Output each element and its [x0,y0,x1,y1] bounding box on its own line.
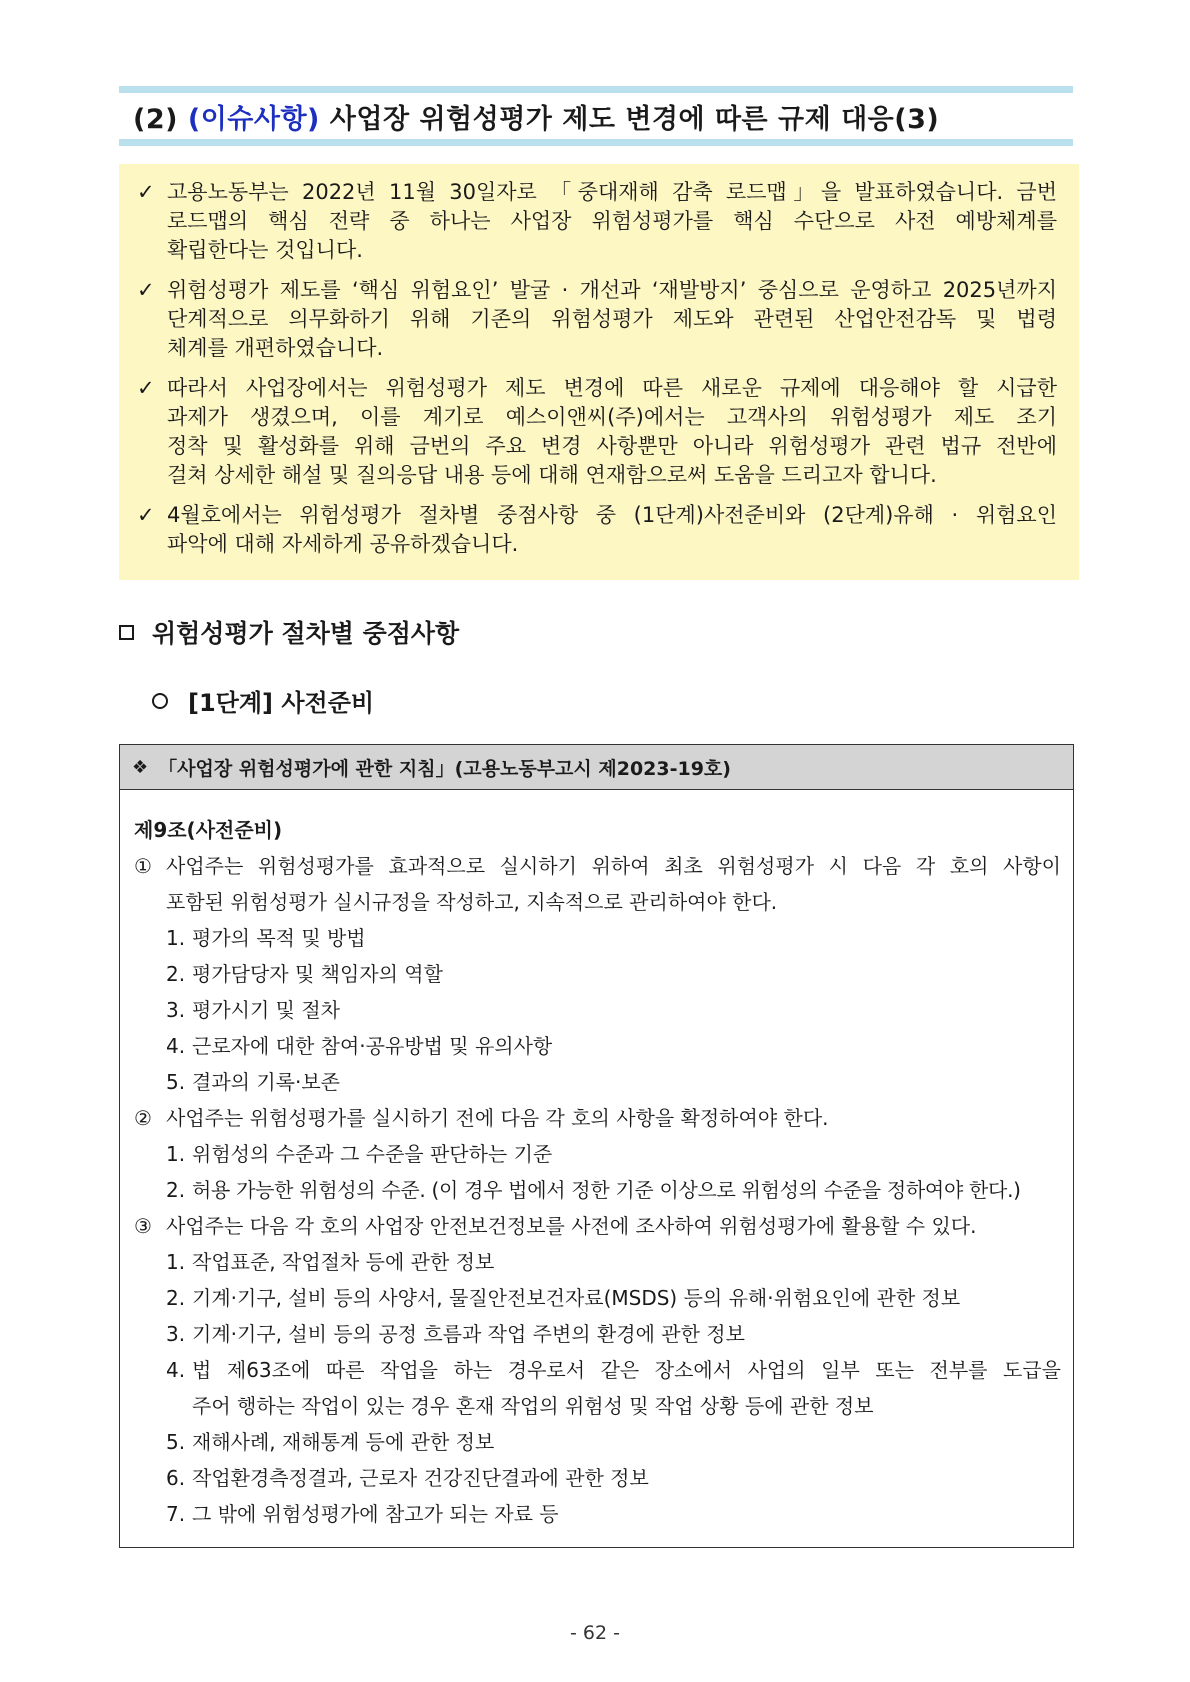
bullet-line: 따라서 사업장에서는 위험성평가 제도 변경에 따른 새로운 규제에 대응해야 할 시급한 [167,376,1057,400]
checkmark-icon: ✓ [137,376,155,400]
paragraph-text: 사업주는 위험성평가를 실시하기 전에 다음 각 호의 사항을 확정하여야 한다. [166,1106,829,1130]
law-item-continuation: 주어 행하는 작업이 있는 경우 혼재 작업의 위험성 및 작업 상황 등에 관한 정보 [192,1394,874,1418]
law-item: 2. 기계·기구, 설비 등의 사양서, 물질안전보건자료(MSDS) 등의 유해·위험요인에 관한 정보 [166,1286,961,1310]
law-paragraph [134,848,1061,884]
law-item: 3. 기계·기구, 설비 등의 공정 흐름과 작업 주변의 환경에 관한 정보 [166,1322,745,1346]
bullet-line: 고용노동부는 2022년 11월 30일자로 「중대재해 감축 로드맵」을 발표하였습니다. 금번 [167,180,1057,204]
title-number: (2) [133,103,178,135]
law-excerpt-box [119,744,1074,1548]
bullet-line: 위험성평가 제도를 ‘핵심 위험요인’ 발굴 · 개선과 ‘재발방지’ 중심으로 운영하고 2025년까지 [167,278,1057,302]
law-item: 1. 평가의 목적 및 방법 [166,926,366,950]
paragraph-continuation: 포함된 위험성평가 실시규정을 작성하고, 지속적으로 관리하여야 한다. [166,890,778,914]
law-item: 5. 결과의 기록·보존 [166,1070,340,1094]
summary-bullet [137,374,1057,490]
law-item: 4. 법 제63조에 따른 작업을 하는 경우로서 같은 장소에서 사업의 일부 또는 전부를 도급을 [166,1358,1061,1382]
law-item: 1. 위험성의 수준과 그 수준을 판단하는 기준 [166,1142,553,1166]
law-excerpt-header [120,745,1073,790]
law-paragraph [134,1100,1061,1136]
summary-box [119,164,1079,580]
bullet-line: 단계적으로 의무화하기 위해 기존의 위험성평가 제도와 관련된 산업안전감독 및 법령 [167,307,1057,331]
summary-bullet [137,276,1057,363]
bullet-line: 과제가 생겼으며, 이를 계기로 예스이앤씨(주)에서는 고객사의 위험성평가 제도 조기 [167,405,1057,429]
paragraph-text: 사업주는 위험성평가를 효과적으로 실시하기 위하여 최초 위험성평가 시 다음 각 호의 사항이 [166,854,1061,878]
checkmark-icon: ✓ [137,180,155,204]
title-text: 사업장 위험성평가 제도 변경에 따른 규제 대응(3) [329,103,940,135]
bullet-line: 정착 및 활성화를 위해 금번의 주요 변경 사항뿐만 아니라 위험성평가 관련 법규 전반에 [167,434,1057,458]
paragraph-number: ③ [134,1214,152,1238]
title-tag: (이슈사항) [187,103,320,135]
sub-heading-text: [1단계] 사전준비 [188,689,375,717]
summary-bullet [137,501,1057,559]
page-title [133,97,939,136]
law-item: 3. 평가시기 및 절차 [166,998,340,1022]
bullet-line: 파악에 대해 자세하게 공유하겠습니다. [167,532,519,556]
law-item: 7. 그 밖에 위험성평가에 참고가 되는 자료 등 [166,1502,559,1526]
page-title-band [119,86,1073,146]
law-item: 4. 근로자에 대한 참여·공유방법 및 유의사항 [166,1034,553,1058]
page-number: - 62 - [570,1622,620,1644]
checkmark-icon: ✓ [137,503,155,527]
sub-heading [152,683,374,718]
law-item: 2. 평가담당자 및 책임자의 역할 [166,962,443,986]
checkmark-icon: ✓ [137,278,155,302]
section-heading-text: 위험성평가 절차별 중점사항 [152,619,460,648]
law-item: 5. 재해사례, 재해통계 등에 관한 정보 [166,1430,495,1454]
paragraph-number: ① [134,854,152,878]
bullet-line: 로드맵의 핵심 전략 중 하나는 사업장 위험성평가를 핵심 수단으로 사전 예방체계를 [167,209,1057,233]
law-item: 6. 작업환경측정결과, 근로자 건강진단결과에 관한 정보 [166,1466,649,1490]
paragraph-text: 사업주는 다음 각 호의 사업장 안전보건정보를 사전에 조사하여 위험성평가에 활용할 수 있다. [166,1214,977,1238]
article-title: 제9조(사전준비) [134,818,283,842]
summary-bullet [137,178,1057,265]
bullet-line: 체계를 개편하였습니다. [167,336,384,360]
law-excerpt-body [120,790,1073,1532]
bullet-line: 4월호에서는 위험성평가 절차별 중점사항 중 (1단계)사전준비와 (2단계)유해 · 위험요인 [167,503,1057,527]
diamond-bullet-icon: ❖ [132,756,149,778]
law-item: 2. 허용 가능한 위험성의 수준. (이 경우 법에서 정한 기준 이상으로 위험성의 수준을 정하여야 한다.) [166,1178,1021,1202]
law-header-text: 「사업장 위험성평가에 관한 지침」(고용노동부고시 제2023-19호) [158,757,731,780]
section-heading [119,614,459,650]
law-item: 1. 작업표준, 작업절차 등에 관한 정보 [166,1250,495,1274]
square-bullet-icon [119,625,134,640]
paragraph-number: ② [134,1106,152,1130]
bullet-line: 걸쳐 상세한 해설 및 질의응답 내용 등에 대해 연재함으로써 도움을 드리고자 합니다. [167,463,937,487]
bullet-line: 확립한다는 것입니다. [167,238,363,262]
law-paragraph [134,1208,1061,1244]
circle-bullet-icon [152,693,168,709]
